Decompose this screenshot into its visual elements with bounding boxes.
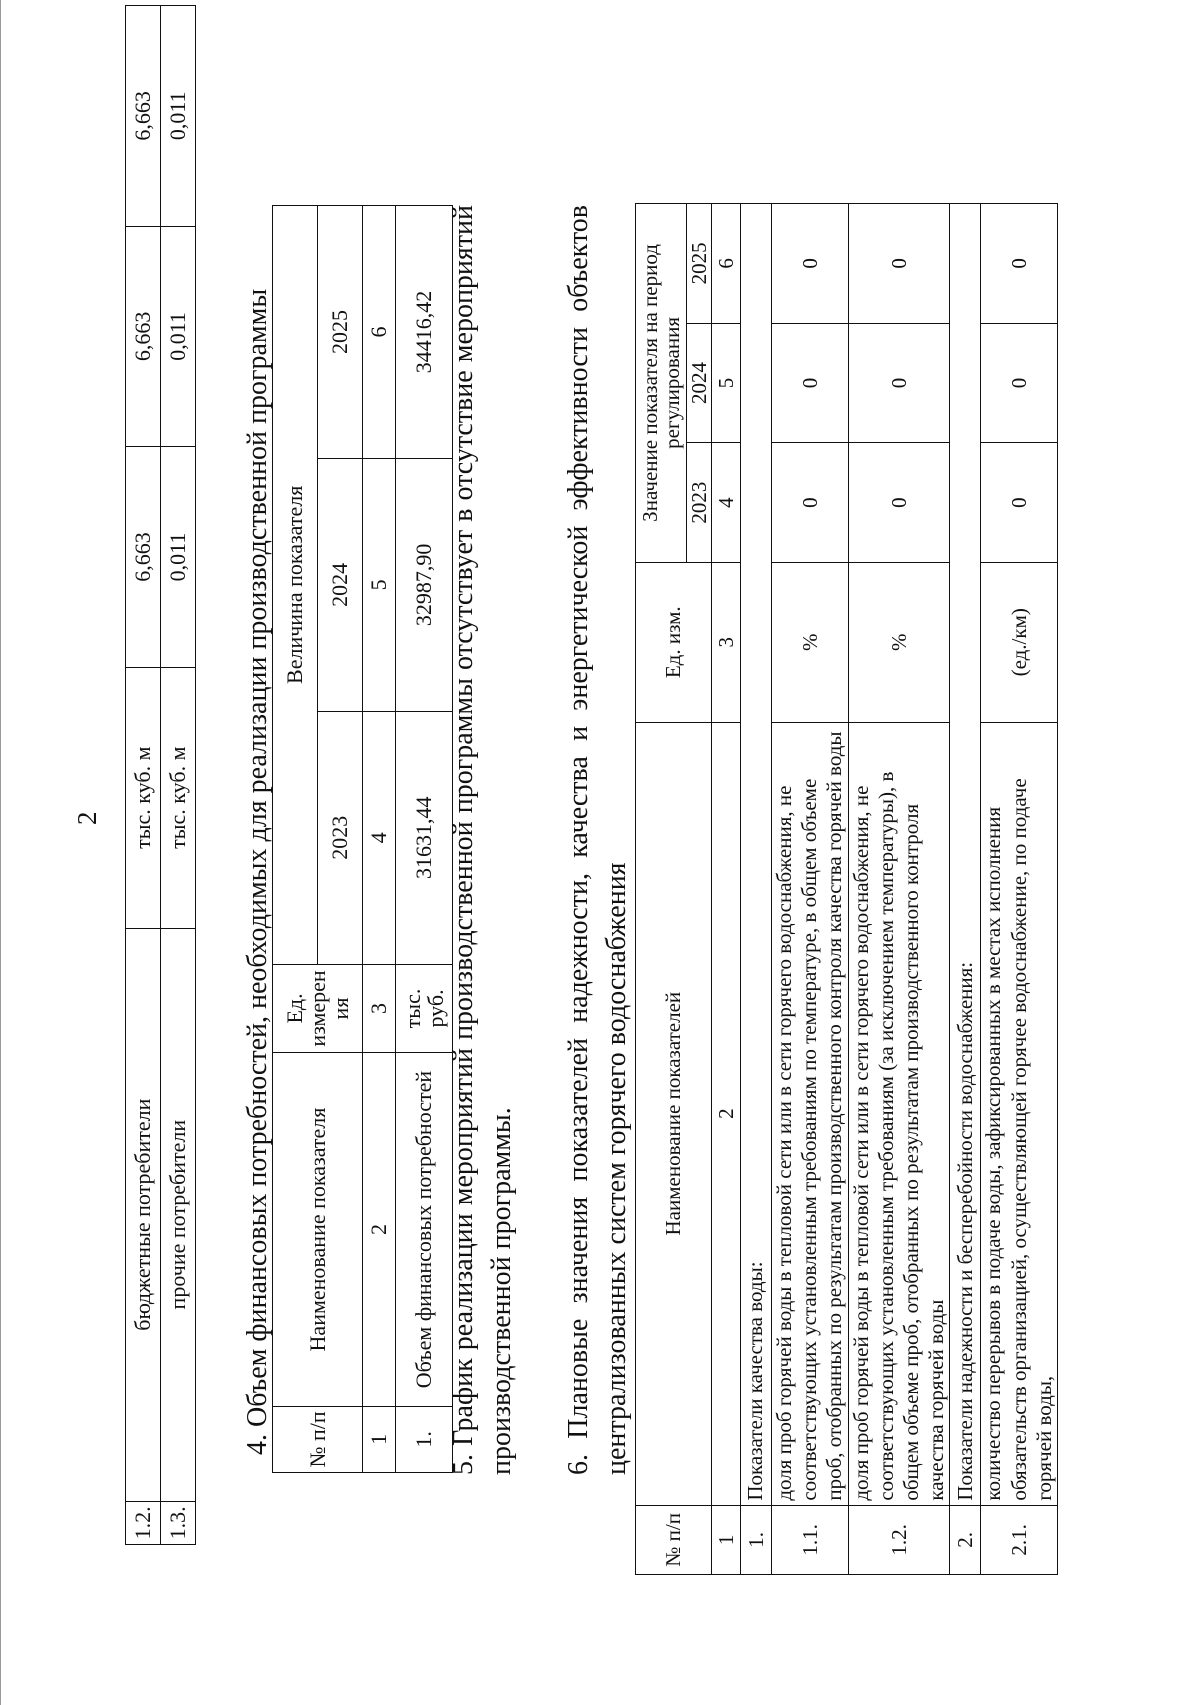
row-number: 2.1. bbox=[981, 1505, 1058, 1574]
header-year: 2023 bbox=[687, 443, 712, 563]
value-2024: 0 bbox=[772, 323, 849, 443]
row-number: 1.2. bbox=[848, 1505, 950, 1574]
row-name: прочие потребители bbox=[161, 928, 196, 1501]
index-cell: 5 bbox=[363, 458, 396, 711]
section-6-heading: 6. Плановые значения показателей надежности, качества и энергетической эффективности объектов централизованных систем горячего водоснабжения bbox=[563, 205, 632, 1475]
value-2025: 34416,42 bbox=[396, 206, 453, 459]
table-row bbox=[772, 204, 849, 1575]
section-4-heading: 4. Объем финансовых потребностей, необходимых для реализации производственной программы bbox=[242, 288, 273, 1455]
value-2024: 0,011 bbox=[161, 226, 196, 447]
index-cell: 5 bbox=[712, 323, 741, 443]
header-year: 2025 bbox=[687, 204, 712, 324]
table-row bbox=[950, 204, 981, 1575]
index-cell: 4 bbox=[712, 443, 741, 563]
table-index-row bbox=[363, 206, 396, 1473]
row-unit: (ед./км) bbox=[981, 562, 1058, 722]
header-year: 2024 bbox=[687, 323, 712, 443]
header-value: Значение показателя на период регулирования bbox=[636, 204, 687, 563]
financial-needs-table bbox=[272, 205, 453, 1473]
index-cell: 3 bbox=[363, 964, 396, 1053]
indicators-table bbox=[635, 203, 1058, 1575]
section-title: Показатели качества воды: bbox=[741, 204, 772, 1506]
header-value: Величина показателя bbox=[273, 206, 318, 965]
value-2024: 32987,90 bbox=[396, 458, 453, 711]
row-unit: тыс. куб. м bbox=[126, 667, 161, 928]
value-2023: 31631,44 bbox=[396, 711, 453, 964]
header-year: 2023 bbox=[318, 711, 363, 964]
value-2025: 0,011 bbox=[161, 6, 196, 227]
value-2025: 0 bbox=[848, 204, 950, 324]
page-number: 2 bbox=[72, 811, 102, 825]
section-title: Показатели надежности и бесперебойности водоснабжения: bbox=[950, 204, 981, 1506]
value-2024: 0 bbox=[981, 323, 1058, 443]
index-cell: 1 bbox=[363, 1406, 396, 1472]
row-number: 2. bbox=[950, 1505, 981, 1574]
index-cell: 3 bbox=[712, 562, 741, 722]
value-2024: 0 bbox=[848, 323, 950, 443]
index-cell: 6 bbox=[712, 204, 741, 324]
header-num: № п/п bbox=[636, 1505, 712, 1574]
consumption-table bbox=[125, 5, 196, 1545]
row-unit: % bbox=[772, 562, 849, 722]
row-name: Объем финансовых потребностей bbox=[396, 1053, 453, 1406]
value-2023: 6,663 bbox=[126, 447, 161, 668]
table-row bbox=[396, 206, 453, 1473]
header-name: Наименование показателя bbox=[273, 1053, 363, 1406]
table-row bbox=[981, 204, 1058, 1575]
row-number: 1.1. bbox=[772, 1505, 849, 1574]
header-year: 2025 bbox=[318, 206, 363, 459]
table-row bbox=[126, 6, 161, 1545]
header-year: 2024 bbox=[318, 458, 363, 711]
table-header-row bbox=[273, 206, 318, 1473]
row-unit: % bbox=[848, 562, 950, 722]
index-cell: 6 bbox=[363, 206, 396, 459]
value-2024: 6,663 bbox=[126, 226, 161, 447]
row-number: 1.2. bbox=[126, 1501, 161, 1544]
value-2025: 0 bbox=[772, 204, 849, 324]
row-unit: тыс. руб. bbox=[396, 964, 453, 1053]
header-num: № п/п bbox=[273, 1406, 363, 1472]
scan-edge-line bbox=[0, 0, 1, 1705]
row-number: 1. bbox=[741, 1505, 772, 1574]
table-index-row bbox=[712, 204, 741, 1575]
header-name: Наименование показателей bbox=[636, 722, 712, 1505]
row-name: доля проб горячей воды в тепловой сети или в сети горячего водоснабжения, не соответствующих установленным требованиям (за исключением температуры), в общем объеме проб, отобранных по результатам производственного контроля качества горячей воды bbox=[848, 722, 950, 1505]
row-name: доля проб горячей воды в тепловой сети или в сети горячего водоснабжения, не соответствующих установленным требованиям по температуре, в общем объеме проб, отобранных по результатам производственного контроля качества горячей воды bbox=[772, 722, 849, 1505]
row-name: бюджетные потребители bbox=[126, 928, 161, 1501]
row-name: количество перерывов в подаче воды, зафиксированных в местах исполнения обязательств организацией, осуществляющей горячее водоснабжение, по подаче горячей воды, bbox=[981, 722, 1058, 1505]
value-2023: 0,011 bbox=[161, 447, 196, 668]
value-2023: 0 bbox=[848, 443, 950, 563]
value-2023: 0 bbox=[772, 443, 849, 563]
header-unit: Ед. изм. bbox=[636, 562, 712, 722]
row-number: 1. bbox=[396, 1406, 453, 1472]
row-number: 1.3. bbox=[161, 1501, 196, 1544]
table-header-row bbox=[636, 204, 687, 1575]
row-unit: тыс. куб. м bbox=[161, 667, 196, 928]
value-2025: 6,663 bbox=[126, 6, 161, 227]
value-2023: 0 bbox=[981, 443, 1058, 563]
table-row bbox=[161, 6, 196, 1545]
index-cell: 2 bbox=[363, 1053, 396, 1406]
table-row bbox=[741, 204, 772, 1575]
header-unit: Ед. измерен ия bbox=[273, 964, 363, 1053]
index-cell: 2 bbox=[712, 722, 741, 1505]
index-cell: 1 bbox=[712, 1505, 741, 1574]
index-cell: 4 bbox=[363, 711, 396, 964]
value-2025: 0 bbox=[981, 204, 1058, 324]
table-row bbox=[848, 204, 950, 1575]
section-5-paragraph: 5. График реализации мероприятий производственной программы отсутствует в отсутствие мероприятий производственной программы. bbox=[448, 205, 517, 1475]
